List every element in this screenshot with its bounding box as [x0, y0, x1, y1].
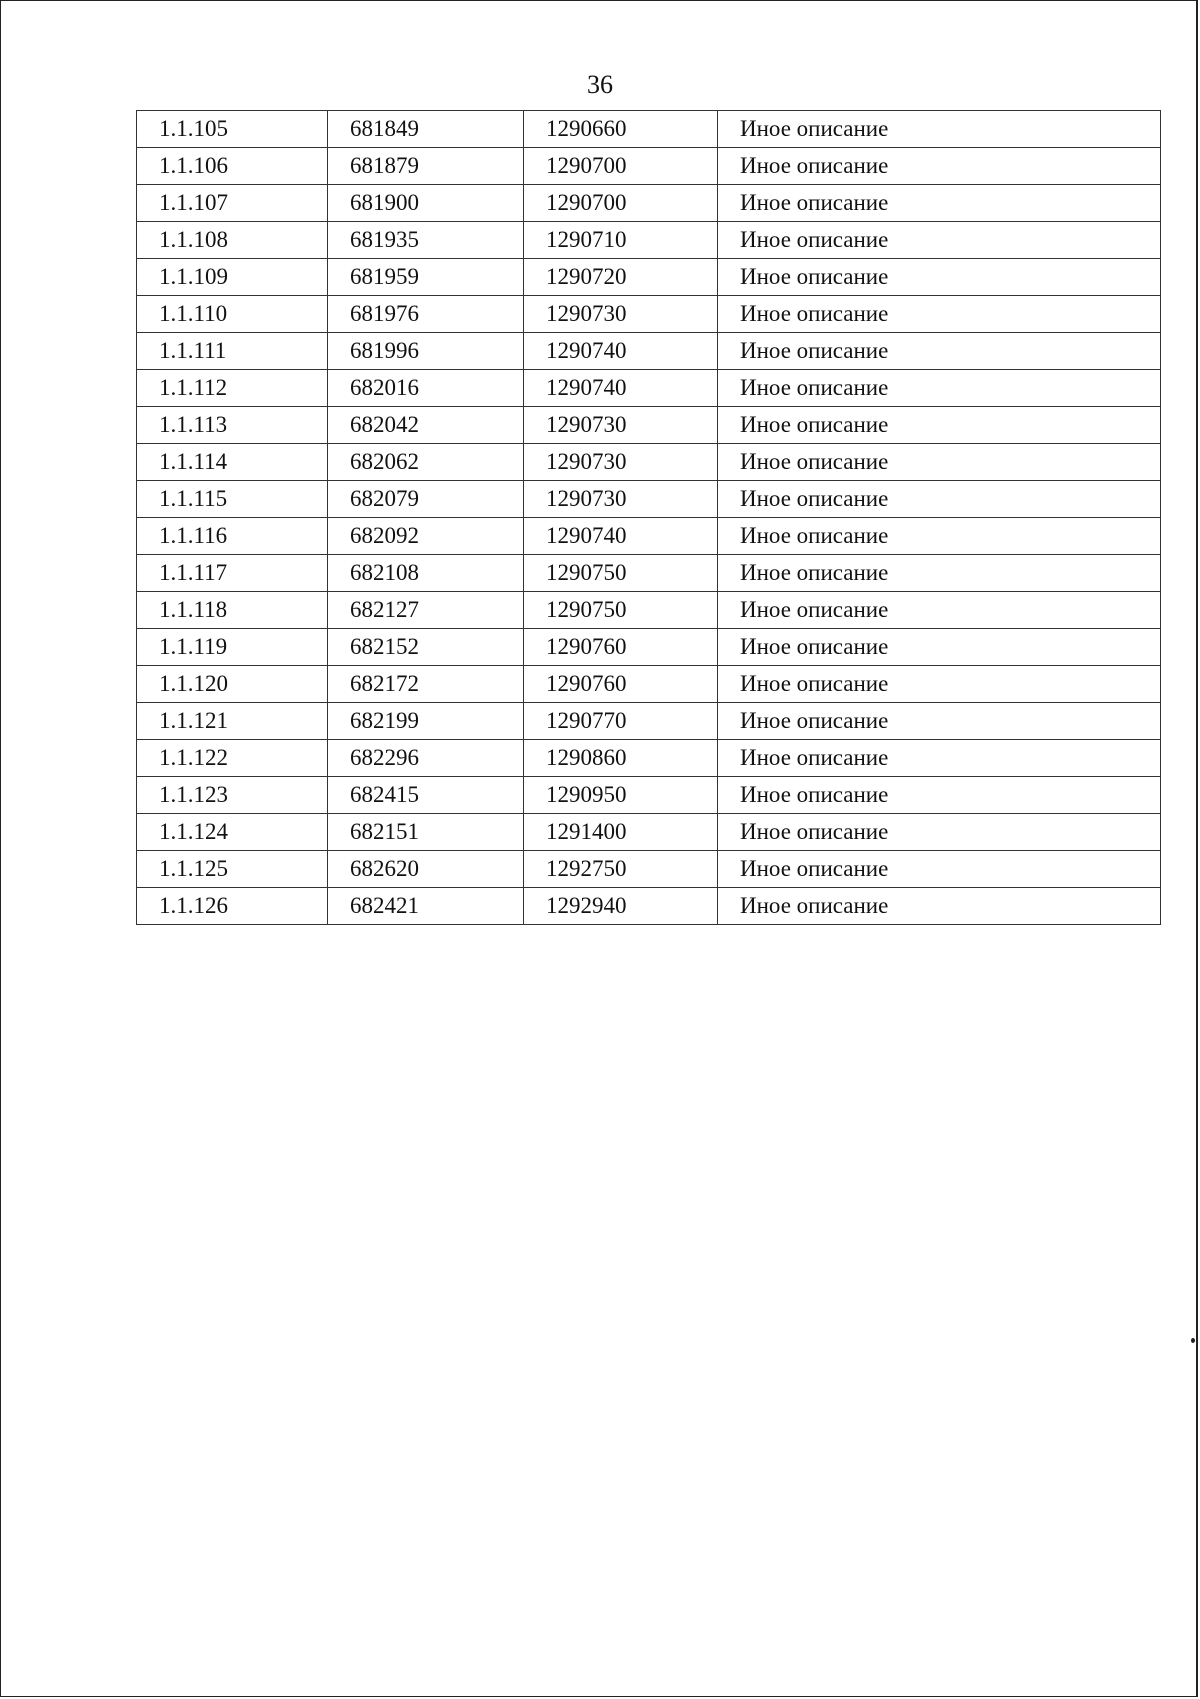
x-coordinate-cell: 682151 — [328, 814, 524, 851]
y-coordinate-cell: 1290700 — [524, 185, 718, 222]
description-cell: Иное описание — [718, 444, 1161, 481]
description-cell: Иное описание — [718, 370, 1161, 407]
x-coordinate-cell: 682108 — [328, 555, 524, 592]
table-row — [137, 481, 1161, 518]
table-row — [137, 777, 1161, 814]
x-coordinate-cell: 682079 — [328, 481, 524, 518]
point-number-cell: 1.1.117 — [137, 555, 328, 592]
table-row — [137, 370, 1161, 407]
x-coordinate-cell: 682415 — [328, 777, 524, 814]
x-coordinate-cell: 681849 — [328, 111, 524, 148]
y-coordinate-cell: 1290730 — [524, 296, 718, 333]
x-coordinate-cell: 681959 — [328, 259, 524, 296]
table-row — [137, 740, 1161, 777]
scan-artifact-dot — [1191, 1338, 1195, 1343]
description-cell: Иное описание — [718, 333, 1161, 370]
y-coordinate-cell: 1290750 — [524, 555, 718, 592]
table-row — [137, 333, 1161, 370]
y-coordinate-cell: 1290700 — [524, 148, 718, 185]
x-coordinate-cell: 682127 — [328, 592, 524, 629]
table-row — [137, 111, 1161, 148]
description-cell: Иное описание — [718, 518, 1161, 555]
point-number-cell: 1.1.111 — [137, 333, 328, 370]
point-number-cell: 1.1.108 — [137, 222, 328, 259]
y-coordinate-cell: 1290750 — [524, 592, 718, 629]
y-coordinate-cell: 1290760 — [524, 666, 718, 703]
description-cell: Иное описание — [718, 851, 1161, 888]
table-row — [137, 592, 1161, 629]
point-number-cell: 1.1.121 — [137, 703, 328, 740]
y-coordinate-cell: 1292750 — [524, 851, 718, 888]
point-number-cell: 1.1.114 — [137, 444, 328, 481]
y-coordinate-cell: 1290950 — [524, 777, 718, 814]
x-coordinate-cell: 682172 — [328, 666, 524, 703]
table-row — [137, 444, 1161, 481]
description-cell: Иное описание — [718, 740, 1161, 777]
y-coordinate-cell: 1290730 — [524, 481, 718, 518]
point-number-cell: 1.1.113 — [137, 407, 328, 444]
description-cell: Иное описание — [718, 148, 1161, 185]
point-number-cell: 1.1.106 — [137, 148, 328, 185]
point-number-cell: 1.1.116 — [137, 518, 328, 555]
point-number-cell: 1.1.107 — [137, 185, 328, 222]
y-coordinate-cell: 1290860 — [524, 740, 718, 777]
description-cell: Иное описание — [718, 703, 1161, 740]
description-cell: Иное описание — [718, 888, 1161, 925]
y-coordinate-cell: 1290760 — [524, 629, 718, 666]
x-coordinate-cell: 682620 — [328, 851, 524, 888]
table-row — [137, 518, 1161, 555]
table-row — [137, 555, 1161, 592]
y-coordinate-cell: 1290710 — [524, 222, 718, 259]
description-cell: Иное описание — [718, 666, 1161, 703]
x-coordinate-cell: 682092 — [328, 518, 524, 555]
table-row — [137, 148, 1161, 185]
point-number-cell: 1.1.126 — [137, 888, 328, 925]
table-row — [137, 888, 1161, 925]
coordinates-table-body — [137, 111, 1161, 925]
description-cell: Иное описание — [718, 407, 1161, 444]
table-row — [137, 222, 1161, 259]
point-number-cell: 1.1.119 — [137, 629, 328, 666]
x-coordinate-cell: 681996 — [328, 333, 524, 370]
coordinates-table — [136, 110, 1161, 925]
description-cell: Иное описание — [718, 296, 1161, 333]
table-row — [137, 814, 1161, 851]
table-row — [137, 296, 1161, 333]
x-coordinate-cell: 682042 — [328, 407, 524, 444]
point-number-cell: 1.1.123 — [137, 777, 328, 814]
description-cell: Иное описание — [718, 222, 1161, 259]
y-coordinate-cell: 1290740 — [524, 370, 718, 407]
table-row — [137, 629, 1161, 666]
point-number-cell: 1.1.125 — [137, 851, 328, 888]
x-coordinate-cell: 682296 — [328, 740, 524, 777]
description-cell: Иное описание — [718, 111, 1161, 148]
description-cell: Иное описание — [718, 185, 1161, 222]
y-coordinate-cell: 1290770 — [524, 703, 718, 740]
description-cell: Иное описание — [718, 259, 1161, 296]
y-coordinate-cell: 1290660 — [524, 111, 718, 148]
x-coordinate-cell: 682062 — [328, 444, 524, 481]
point-number-cell: 1.1.115 — [137, 481, 328, 518]
table-row — [137, 703, 1161, 740]
point-number-cell: 1.1.105 — [137, 111, 328, 148]
description-cell: Иное описание — [718, 481, 1161, 518]
point-number-cell: 1.1.124 — [137, 814, 328, 851]
description-cell: Иное описание — [718, 592, 1161, 629]
y-coordinate-cell: 1290720 — [524, 259, 718, 296]
y-coordinate-cell: 1290730 — [524, 444, 718, 481]
table-row — [137, 185, 1161, 222]
description-cell: Иное описание — [718, 814, 1161, 851]
table-row — [137, 851, 1161, 888]
x-coordinate-cell: 682016 — [328, 370, 524, 407]
y-coordinate-cell: 1290740 — [524, 518, 718, 555]
description-cell: Иное описание — [718, 555, 1161, 592]
x-coordinate-cell: 682152 — [328, 629, 524, 666]
point-number-cell: 1.1.120 — [137, 666, 328, 703]
x-coordinate-cell: 681976 — [328, 296, 524, 333]
point-number-cell: 1.1.122 — [137, 740, 328, 777]
x-coordinate-cell: 682199 — [328, 703, 524, 740]
table-row — [137, 407, 1161, 444]
description-cell: Иное описание — [718, 629, 1161, 666]
table-row — [137, 666, 1161, 703]
table-row — [137, 259, 1161, 296]
point-number-cell: 1.1.112 — [137, 370, 328, 407]
x-coordinate-cell: 682421 — [328, 888, 524, 925]
point-number-cell: 1.1.109 — [137, 259, 328, 296]
y-coordinate-cell: 1290730 — [524, 407, 718, 444]
description-cell: Иное описание — [718, 777, 1161, 814]
page-number: 36 — [587, 70, 613, 99]
y-coordinate-cell: 1292940 — [524, 888, 718, 925]
point-number-cell: 1.1.118 — [137, 592, 328, 629]
x-coordinate-cell: 681935 — [328, 222, 524, 259]
y-coordinate-cell: 1291400 — [524, 814, 718, 851]
y-coordinate-cell: 1290740 — [524, 333, 718, 370]
x-coordinate-cell: 681879 — [328, 148, 524, 185]
point-number-cell: 1.1.110 — [137, 296, 328, 333]
x-coordinate-cell: 681900 — [328, 185, 524, 222]
